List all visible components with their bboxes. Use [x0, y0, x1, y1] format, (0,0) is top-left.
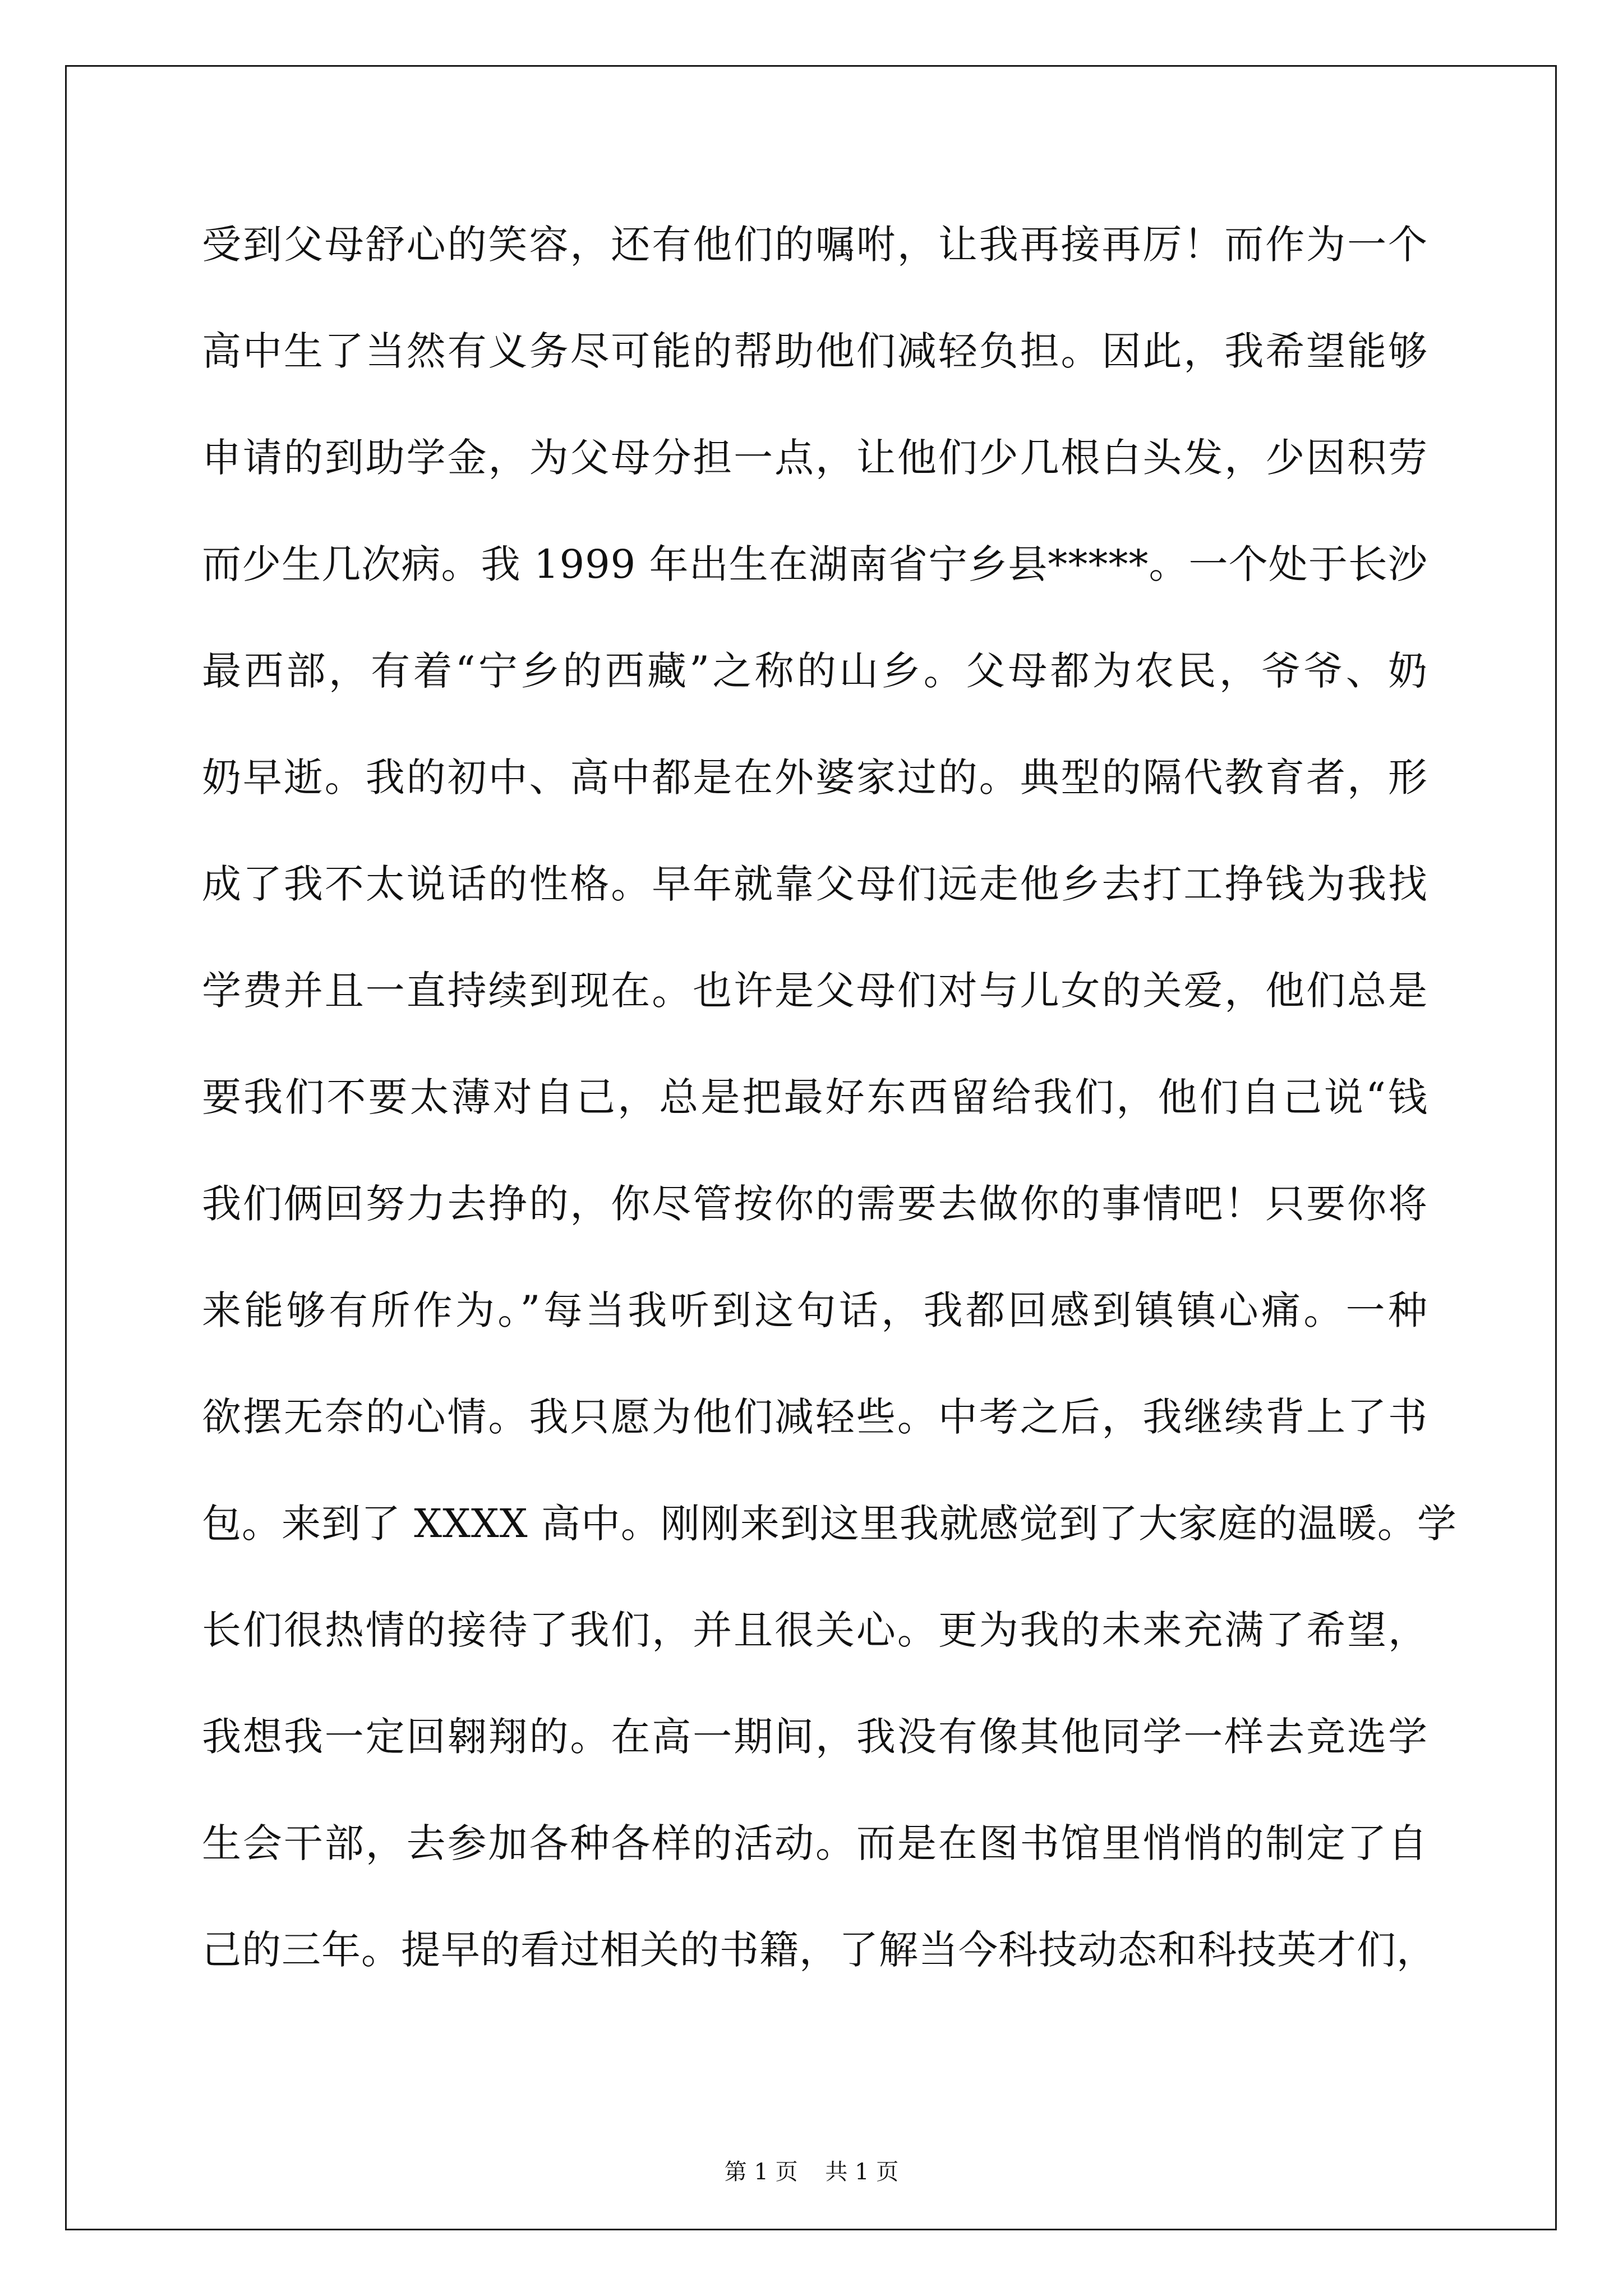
text-line: 我们俩回努力去挣的，你尽管按你的需要去做你的事情吧！只要你将	[202, 1181, 1428, 1227]
page-number: 第 1 页	[724, 2159, 798, 2185]
text-line: 成了我不太说话的性格。早年就靠父母们远走他乡去打工挣钱为我找	[202, 861, 1428, 907]
text-line: 长们很热情的接待了我们，并且很关心。更为我的未来充满了希望，	[202, 1607, 1428, 1653]
text-line: 申请的到助学金，为父母分担一点，让他们少几根白头发，少因积劳	[202, 435, 1428, 481]
text-line: 生会干部，去参加各种各样的活动。而是在图书馆里悄悄的制定了自	[202, 1820, 1428, 1866]
text-line: 学费并且一直持续到现在。也许是父母们对与儿女的关爱，他们总是	[202, 968, 1428, 1014]
text-line: 来能够有所作为。”每当我听到这句话，我都回感到镇镇心痛。一种	[202, 1287, 1428, 1333]
text-line: 要我们不要太薄对自己，总是把最好东西留给我们，他们自己说“钱	[202, 1074, 1428, 1120]
page-total: 共 1 页	[825, 2159, 899, 2185]
text-line: 欲摆无奈的心情。我只愿为他们减轻些。中考之后，我继续背上了书	[202, 1394, 1428, 1440]
document-body	[202, 217, 1457, 2028]
text-line: 我想我一定回翱翔的。在高一期间，我没有像其他同学一样去竞选学	[202, 1714, 1428, 1760]
text-line: 包。来到了 XXXX 高中。刚刚来到这里我就感觉到了大家庭的温暖。学	[202, 1501, 1457, 1547]
text-line: 己的三年。提早的看过相关的书籍，了解当今科技动态和科技英才们，	[202, 1927, 1436, 1973]
text-line: 奶早逝。我的初中、高中都是在外婆家过的。典型的隔代教育者，形	[202, 754, 1428, 800]
text-line: 受到父母舒心的笑容，还有他们的嘱咐，让我再接再厉！而作为一个	[202, 222, 1428, 268]
text-line: 最西部，有着“宁乡的西藏”之称的山乡。父母都为农民，爷爷、奶	[202, 648, 1428, 694]
page-footer	[0, 2157, 1623, 2187]
text-line: 高中生了当然有义务尽可能的帮助他们减轻负担。因此，我希望能够	[202, 328, 1428, 374]
text-line: 而少生几次病。我 1999 年出生在湖南省宁乡县*****。一个处于长沙	[202, 541, 1428, 587]
